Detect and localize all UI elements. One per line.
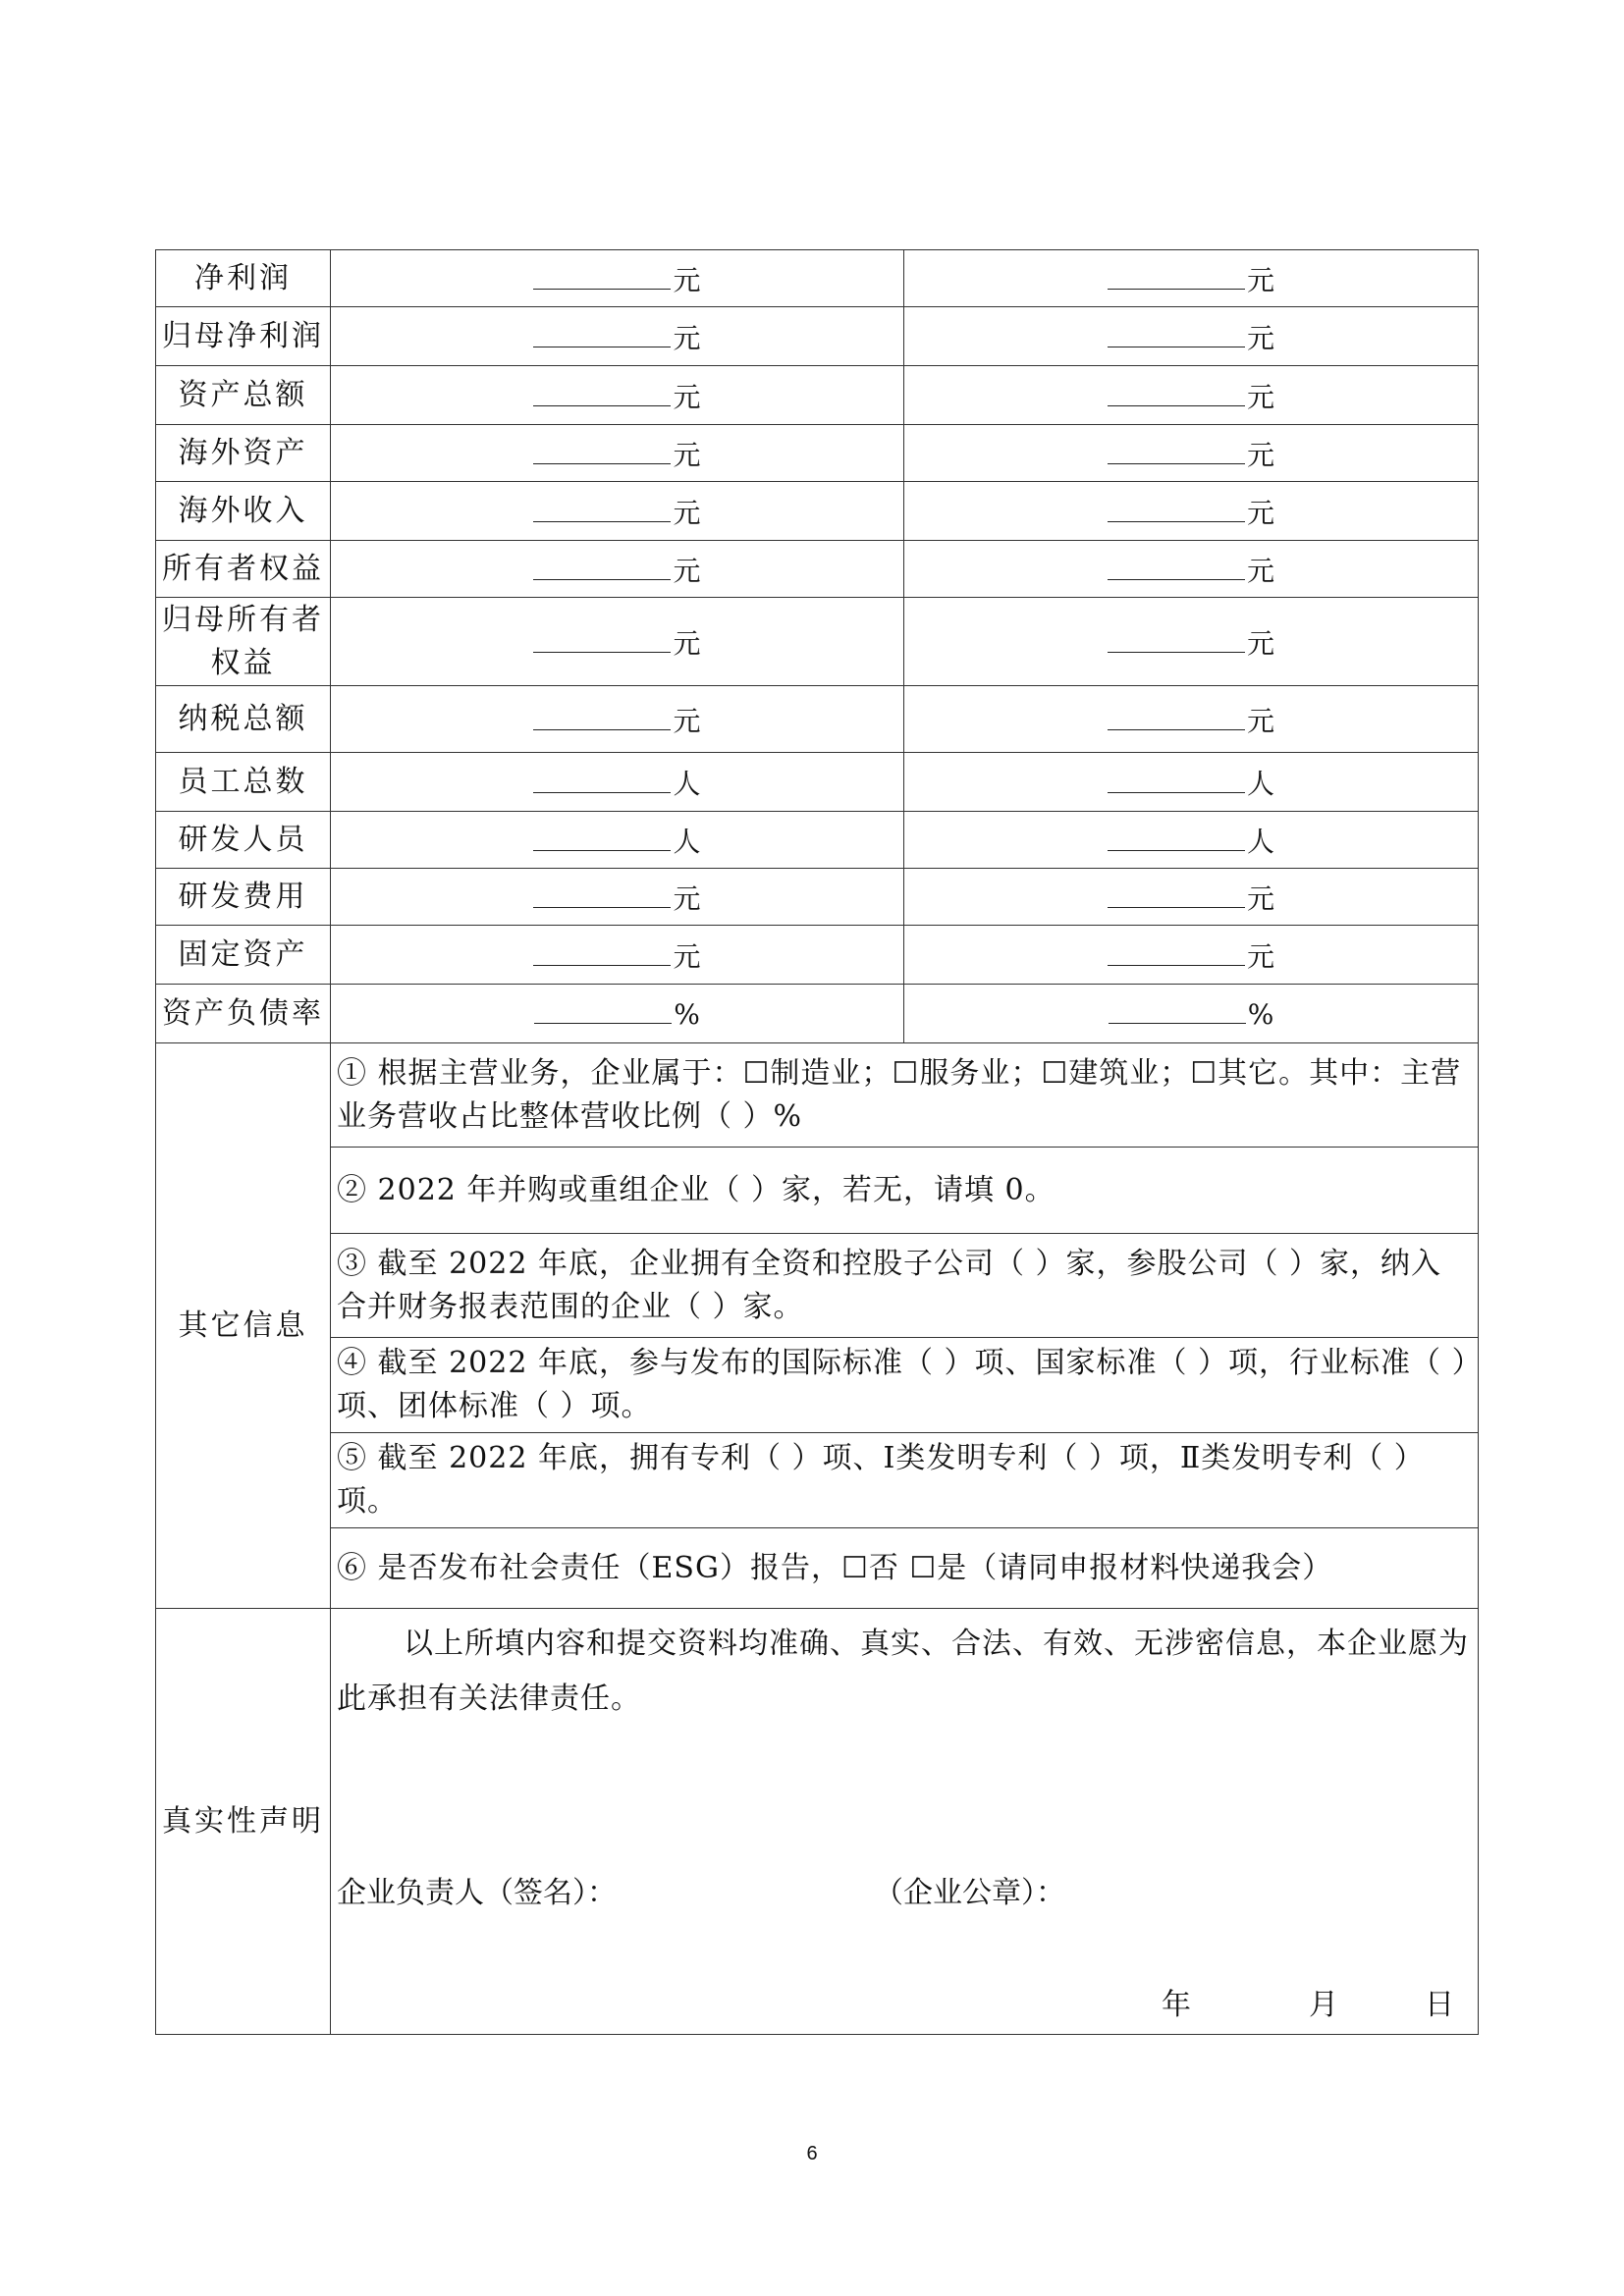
metric-row xyxy=(156,425,1479,482)
fill-in-blank[interactable] xyxy=(533,880,671,908)
metric-value-previous xyxy=(904,366,1479,425)
fill-in-blank[interactable] xyxy=(1109,995,1246,1024)
metric-value-current xyxy=(331,753,904,812)
metric-row xyxy=(156,482,1479,541)
signature-line xyxy=(337,1868,1417,1911)
unit-label: 元 xyxy=(673,321,701,354)
unit-label: 元 xyxy=(673,881,701,915)
other-info-item-6: ⑥ 是否发布社会责任（ESG）报告，☐否 ☐是（请同申报材料快递我会） xyxy=(331,1528,1479,1609)
fill-in-blank[interactable] xyxy=(533,702,671,730)
metric-value-current xyxy=(331,869,904,926)
metric-label: 研发费用 xyxy=(156,869,331,926)
fill-in-blank[interactable] xyxy=(1108,823,1245,851)
metric-row xyxy=(156,926,1479,985)
unit-label: 人 xyxy=(1246,825,1274,858)
other-info-item-5: ⑤ 截至 2022 年底，拥有专利（ ）项、Ⅰ类发明专利（ ）项，Ⅱ类发明专利（ ）项。 xyxy=(331,1433,1479,1528)
metric-row xyxy=(156,985,1479,1043)
other-info-item-2: ② 2022 年并购或重组企业（ ）家，若无，请填 0。 xyxy=(331,1148,1479,1234)
metric-value-current xyxy=(331,598,904,686)
date-year: 年 xyxy=(1162,1988,1191,2022)
unit-label: 元 xyxy=(1246,321,1274,354)
other-info-item-4: ④ 截至 2022 年底，参与发布的国际标准（ ）项、国家标准（ ）项，行业标准（ ）项、团体标准（ ）项。 xyxy=(331,1338,1479,1433)
unit-label: 人 xyxy=(1246,767,1274,800)
metric-value-current xyxy=(331,812,904,869)
enterprise-info-table xyxy=(155,249,1479,2035)
date-line xyxy=(331,1980,1478,2022)
declaration-cell xyxy=(331,1609,1479,2035)
metric-value-current xyxy=(331,366,904,425)
metric-row xyxy=(156,250,1479,307)
unit-label: 元 xyxy=(673,438,701,471)
metric-value-previous xyxy=(904,307,1479,366)
metric-label: 归母净利润 xyxy=(156,307,331,366)
fill-in-blank[interactable] xyxy=(533,261,671,290)
unit-label: 元 xyxy=(673,496,701,529)
metric-row xyxy=(156,541,1479,598)
metric-value-previous xyxy=(904,598,1479,686)
fill-in-blank[interactable] xyxy=(533,494,671,522)
fill-in-blank[interactable] xyxy=(533,937,671,966)
metric-value-previous xyxy=(904,250,1479,307)
unit-label: 元 xyxy=(1246,263,1274,296)
unit-label: 人 xyxy=(673,767,701,800)
unit-label: 元 xyxy=(1246,496,1274,529)
metric-row xyxy=(156,753,1479,812)
fill-in-blank[interactable] xyxy=(1108,494,1245,522)
unit-label: 人 xyxy=(673,825,701,858)
unit-label: 元 xyxy=(1246,626,1274,660)
fill-in-blank[interactable] xyxy=(1108,436,1245,464)
other-info-item-3: ③ 截至 2022 年底，企业拥有全资和控股子公司（ ）家，参股公司（ ）家，纳入合并财务报表范围的企业（ ）家。 xyxy=(331,1234,1479,1338)
metric-row xyxy=(156,812,1479,869)
unit-label: 元 xyxy=(1246,554,1274,587)
metric-value-current xyxy=(331,307,904,366)
metric-row xyxy=(156,686,1479,753)
metric-row xyxy=(156,598,1479,686)
fill-in-blank[interactable] xyxy=(533,319,671,347)
fill-in-blank[interactable] xyxy=(1108,765,1245,793)
unit-label: 元 xyxy=(673,380,701,413)
fill-in-blank[interactable] xyxy=(1108,880,1245,908)
fill-in-blank[interactable] xyxy=(533,765,671,793)
metric-value-current xyxy=(331,482,904,541)
metric-label: 纳税总额 xyxy=(156,686,331,753)
unit-label: 元 xyxy=(673,939,701,973)
metric-value-current xyxy=(331,425,904,482)
fill-in-blank[interactable] xyxy=(1108,552,1245,580)
declaration-label: 真实性声明 xyxy=(156,1609,331,2035)
other-info-item-1: ① 根据主营业务，企业属于：☐制造业；☐服务业；☐建筑业；☐其它。其中：主营业务营收占比整体营收比例（ ）% xyxy=(331,1043,1479,1148)
fill-in-blank[interactable] xyxy=(533,624,671,653)
metric-label: 净利润 xyxy=(156,250,331,307)
unit-label: % xyxy=(674,998,700,1031)
metric-row xyxy=(156,366,1479,425)
metric-label: 所有者权益 xyxy=(156,541,331,598)
unit-label: 元 xyxy=(673,626,701,660)
metric-value-previous xyxy=(904,869,1479,926)
unit-label: 元 xyxy=(673,704,701,737)
fill-in-blank[interactable] xyxy=(533,823,671,851)
metric-value-current xyxy=(331,250,904,307)
metric-label: 研发人员 xyxy=(156,812,331,869)
seal-field[interactable]: （企业公章）： xyxy=(874,1876,1065,1910)
fill-in-blank[interactable] xyxy=(534,995,672,1024)
metric-label: 海外资产 xyxy=(156,425,331,482)
other-info-label: 其它信息 xyxy=(156,1043,331,1609)
metric-value-current xyxy=(331,985,904,1043)
unit-label: 元 xyxy=(1246,438,1274,471)
signer-field[interactable]: 企业负责人（签名）： xyxy=(337,1876,617,1910)
unit-label: 元 xyxy=(1246,380,1274,413)
fill-in-blank[interactable] xyxy=(1108,937,1245,966)
metric-value-previous xyxy=(904,686,1479,753)
metric-row xyxy=(156,307,1479,366)
metric-label: 资产负债率 xyxy=(156,985,331,1043)
metric-label: 固定资产 xyxy=(156,926,331,985)
fill-in-blank[interactable] xyxy=(533,552,671,580)
metric-label: 归母所有者权益 xyxy=(156,598,331,686)
unit-label: 元 xyxy=(1246,704,1274,737)
metric-value-previous xyxy=(904,425,1479,482)
unit-label: 元 xyxy=(673,554,701,587)
metric-value-previous xyxy=(904,812,1479,869)
fill-in-blank[interactable] xyxy=(533,436,671,464)
metric-value-current xyxy=(331,926,904,985)
metric-value-previous xyxy=(904,482,1479,541)
metric-row xyxy=(156,869,1479,926)
fill-in-blank[interactable] xyxy=(1108,319,1245,347)
metric-value-previous xyxy=(904,985,1479,1043)
unit-label: % xyxy=(1247,998,1274,1031)
metric-label: 员工总数 xyxy=(156,753,331,812)
unit-label: 元 xyxy=(673,263,701,296)
metric-value-previous xyxy=(904,753,1479,812)
declaration-text: 以上所填内容和提交资料均准确、真实、合法、有效、无涉密信息，本企业愿为此承担有关法律责任。 xyxy=(337,1627,1469,1716)
fill-in-blank[interactable] xyxy=(1108,261,1245,290)
fill-in-blank[interactable] xyxy=(533,378,671,406)
date-month: 月 xyxy=(1309,1988,1338,2022)
metric-label: 海外收入 xyxy=(156,482,331,541)
metric-label: 资产总额 xyxy=(156,366,331,425)
fill-in-blank[interactable] xyxy=(1108,702,1245,730)
unit-label: 元 xyxy=(1246,881,1274,915)
fill-in-blank[interactable] xyxy=(1108,378,1245,406)
metric-value-current xyxy=(331,686,904,753)
metric-value-current xyxy=(331,541,904,598)
date-day: 日 xyxy=(1425,1988,1454,2022)
unit-label: 元 xyxy=(1246,939,1274,973)
page-number: 6 xyxy=(806,2143,818,2164)
fill-in-blank[interactable] xyxy=(1108,624,1245,653)
metric-value-previous xyxy=(904,541,1479,598)
metric-value-previous xyxy=(904,926,1479,985)
